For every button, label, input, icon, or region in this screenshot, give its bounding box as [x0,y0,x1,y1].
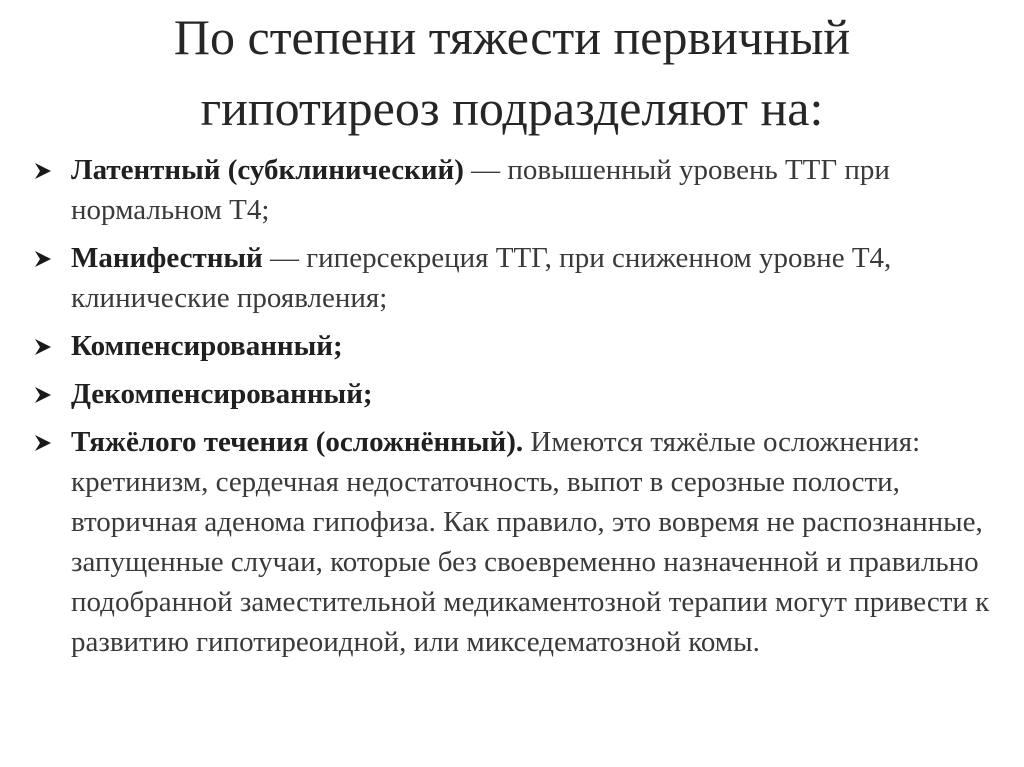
bullet-list [34,150,994,670]
bullet-text: Имеются тяжёлые осложнения: кретинизм, сердечная недостаточность, выпот в серозные полости, вторичная аденома гипофиза. Как правило, это вовремя не распознанные, запущенные случаи, которые без своевременно назначенной и правильно подобранной заместительной медикаментозной терапии могут привести к развитию гипотиреоидной, или микседематозной комы. [71,426,990,658]
bullet-item-decompensated [34,374,994,414]
bullet-item-manifest [34,238,994,318]
arrowhead-bullet-icon [34,338,52,356]
bullet-item-compensated [34,326,994,366]
bullet-item-severe [34,422,994,662]
bullet-term: Компенсированный; [71,330,343,362]
bullet-term: Латентный (субклинический) [71,154,464,186]
bullet-item-latent [34,150,994,230]
arrowhead-bullet-icon [34,250,52,268]
slide-title [40,2,984,144]
arrowhead-bullet-icon [34,434,52,452]
bullet-text: — повышенный уровень ТТГ при нормальном Т4; [71,154,890,226]
title-line-1: По степени тяжести первичный [173,9,851,65]
bullet-text: — гиперсекреция ТТГ, при сниженном уровне Т4, клинические проявления; [71,242,892,314]
bullet-term: Тяжёлого течения (осложнённый). [71,426,524,458]
bullet-term: Манифестный [71,242,263,274]
arrowhead-bullet-icon [34,162,52,180]
title-line-2: гипотиреоз подразделяют на: [200,80,824,136]
bullet-term: Декомпенсированный; [71,378,373,410]
arrowhead-bullet-icon [34,386,52,404]
